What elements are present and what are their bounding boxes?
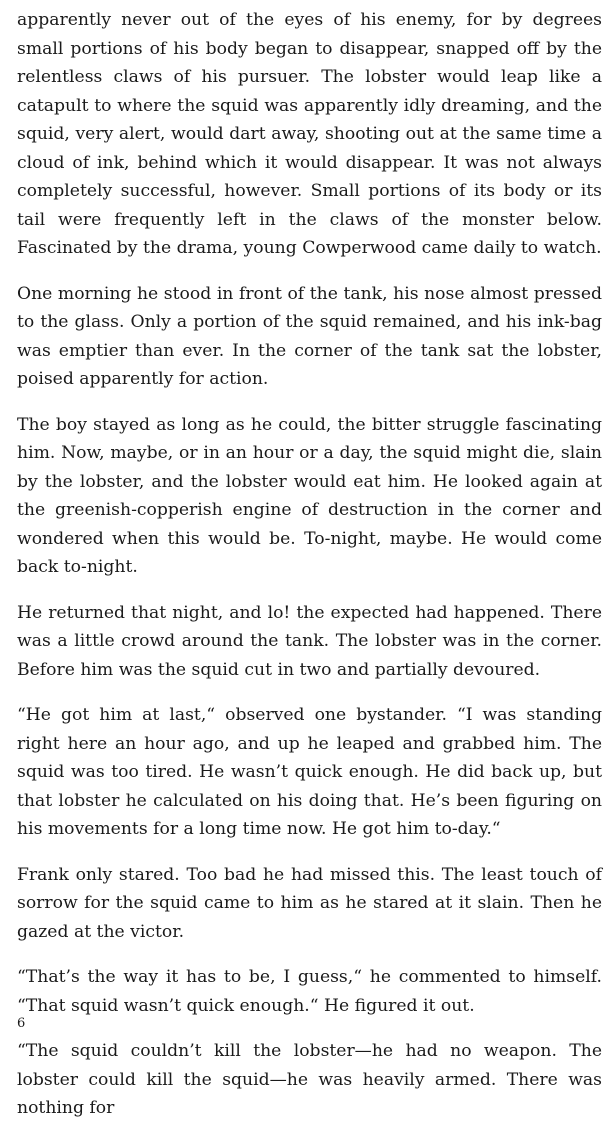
paragraph-1: apparently never out of the eyes of his enemy, for by degrees small portions of his body began to disappear, snapped off by the relentless claws of his pursuer. The lobster would leap like a catapult to where the squid was apparently idly dreaming, and the squid, very alert, would dart away, shooting out at the same time a cloud of ink, behind which it would disappear. It was not always completely successful, however. Small portions of its body or its tail were frequently left in the claws of the monster below. Fascinated by the drama, young Cowperwood came daily to watch.	[17, 10, 602, 258]
paragraph-5: “He got him at last,“ observed one bystander. “I was standing right here an hour ago, and up he leaped and grabbed him. The squid was too tired. He wasn’t quick enough. He did back up, but that lobster he calculated on his doing that. He’s been figuring on his movements for a long time now. He got him to-day.“	[17, 705, 602, 839]
paragraph-2: One morning he stood in front of the tank, his nose almost pressed to the glass. Only a portion of the squid remained, and his ink-bag was emptier than ever. In the corner of the tank sat the lobster, poised apparently for action.	[17, 283, 602, 389]
body-text	[17, 6, 602, 1140]
paragraph-7: “That’s the way it has to be, I guess,“ he commented to himself. “That squid wasn’t quick enough.“ He figured it out.	[17, 967, 602, 1016]
paragraph-8: “The squid couldn’t kill the lobster—he had no weapon. The lobster could kill the squid—he was heavily armed. There was nothing for	[17, 1041, 602, 1118]
paragraph-3: The boy stayed as long as he could, the bitter struggle fascinating him. Now, maybe, or in an hour or a day, the squid might die, slain by the lobster, and the lobster would eat him. He looked again at the greenish-copperish engine of destruction in the corner and wondered when this would be. To-night, maybe. He would come back to-night.	[17, 414, 602, 577]
paragraph-4: He returned that night, and lo! the expected had happened. There was a little crowd around the tank. The lobster was in the corner. Before him was the squid cut in two and partially devoured.	[17, 602, 602, 680]
page-number: 6	[17, 1016, 26, 1031]
paragraph-6: Frank only stared. Too bad he had missed this. The least touch of sorrow for the squid came to him as he stared at it slain. Then he gazed at the victor.	[17, 864, 602, 942]
